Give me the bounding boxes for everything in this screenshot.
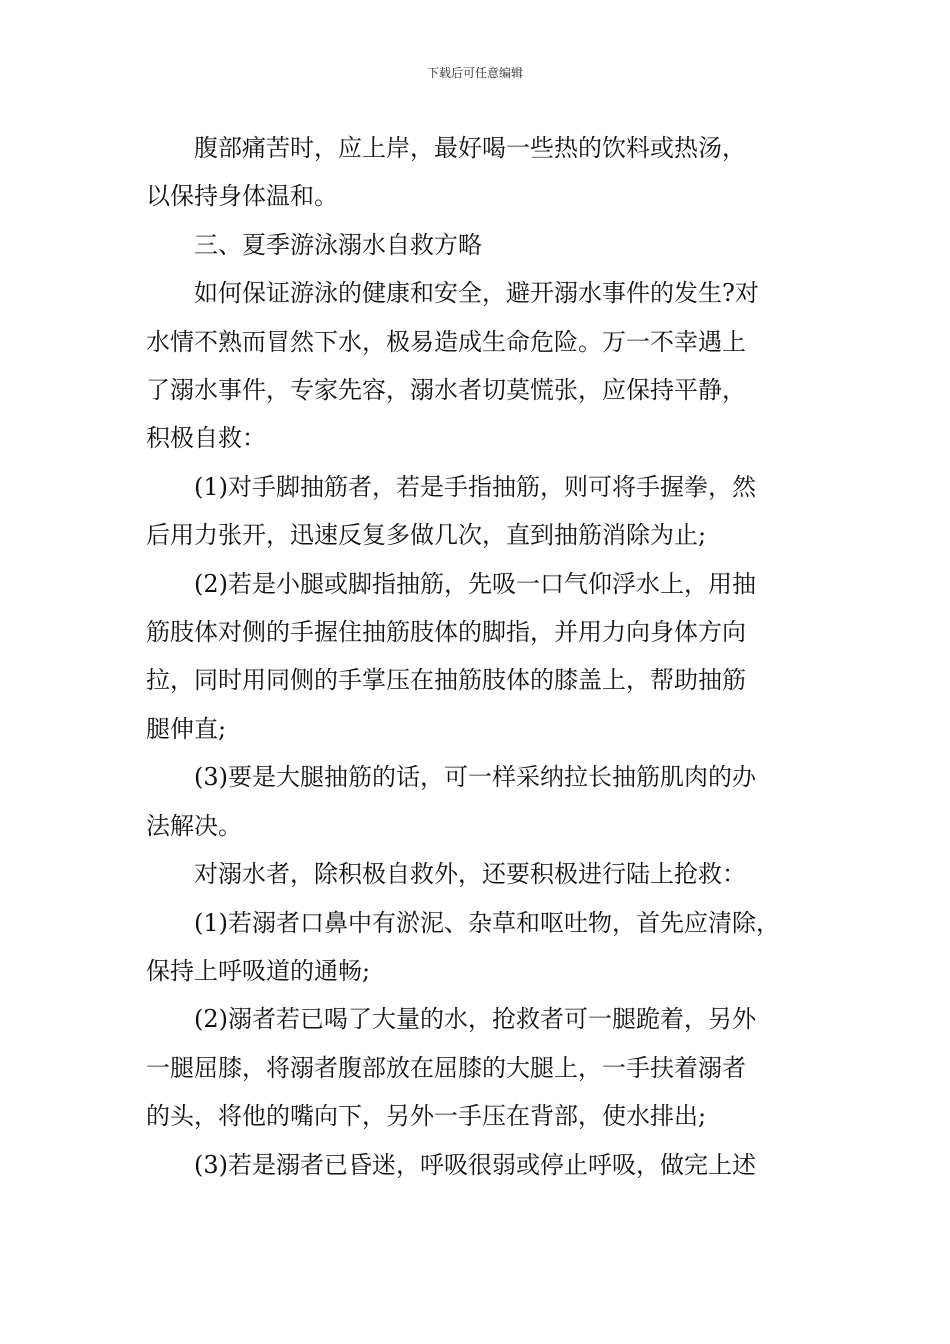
- text-line: 积极自救：: [146, 424, 266, 453]
- paragraph-intro: [146, 269, 836, 463]
- paragraph-abdominal-pain: [146, 124, 836, 221]
- text-line: 的头，将他的嘴向下，另外一手压在背部，使水排出;: [146, 1102, 707, 1131]
- self-rescue-item-2: [146, 560, 836, 754]
- self-rescue-item-3: [146, 753, 836, 850]
- text-line: (2)若是小腿或脚指抽筋，先吸一口气仰浮水上，用抽: [194, 569, 756, 598]
- text-line: 水情不熟而冒然下水，极易造成生命危险。万一不幸遇上: [146, 327, 746, 356]
- text-line: 保持上呼吸道的通畅;: [146, 956, 371, 985]
- self-rescue-item-1: [146, 463, 836, 560]
- text-line: 腹部痛苦时，应上岸，最好喝一些热的饮料或热汤，: [194, 134, 746, 162]
- text-line: (3)若是溺者已昏迷，呼吸很弱或停止呼吸，做完上述: [194, 1150, 756, 1179]
- document-body: [146, 124, 836, 1189]
- text-line: 腿伸直;: [146, 714, 227, 743]
- paragraph-land-rescue: [146, 850, 836, 898]
- land-rescue-item-3: [146, 1141, 836, 1189]
- text-line: 了溺水事件，专家先容，溺水者切莫慌张，应保持平静，: [146, 376, 746, 405]
- text-line: (2)溺者若已喝了大量的水，抢救者可一腿跪着，另外: [194, 1005, 756, 1034]
- text-line: 如何保证游泳的健康和安全，避开溺水事件的发生?对: [194, 279, 759, 308]
- text-line: 筋肢体对侧的手握住抽筋肢体的脚指，并用力向身体方向: [146, 618, 746, 647]
- text-line: 一腿屈膝，将溺者腹部放在屈膝的大腿上，一手扶着溺者: [146, 1053, 746, 1082]
- text-line: (1)若溺者口鼻中有淤泥、杂草和呕吐物，首先应清除，: [194, 908, 780, 937]
- page-header: 下载后可任意编辑: [426, 66, 523, 80]
- text-line: 后用力张开，迅速反复多做几次，直到抽筋消除为止;: [146, 521, 707, 550]
- text-line: 以保持身体温和。: [146, 182, 338, 211]
- section-heading: [146, 221, 836, 269]
- text-line: 法解决。: [146, 811, 242, 840]
- text-line: 拉，同时用同侧的手掌压在抽筋肢体的膝盖上，帮助抽筋: [146, 666, 746, 695]
- text-line: 三、夏季游泳溺水自救方略: [194, 230, 482, 259]
- text-line: 对溺水者，除积极自救外，还要积极进行陆上抢救：: [194, 860, 746, 889]
- text-line: (3)要是大腿抽筋的话，可一样采纳拉长抽筋肌肉的办: [194, 763, 756, 792]
- land-rescue-item-1: [146, 899, 836, 996]
- text-line: (1)对手脚抽筋者，若是手指抽筋，则可将手握拳，然: [194, 472, 756, 501]
- land-rescue-item-2: [146, 995, 836, 1140]
